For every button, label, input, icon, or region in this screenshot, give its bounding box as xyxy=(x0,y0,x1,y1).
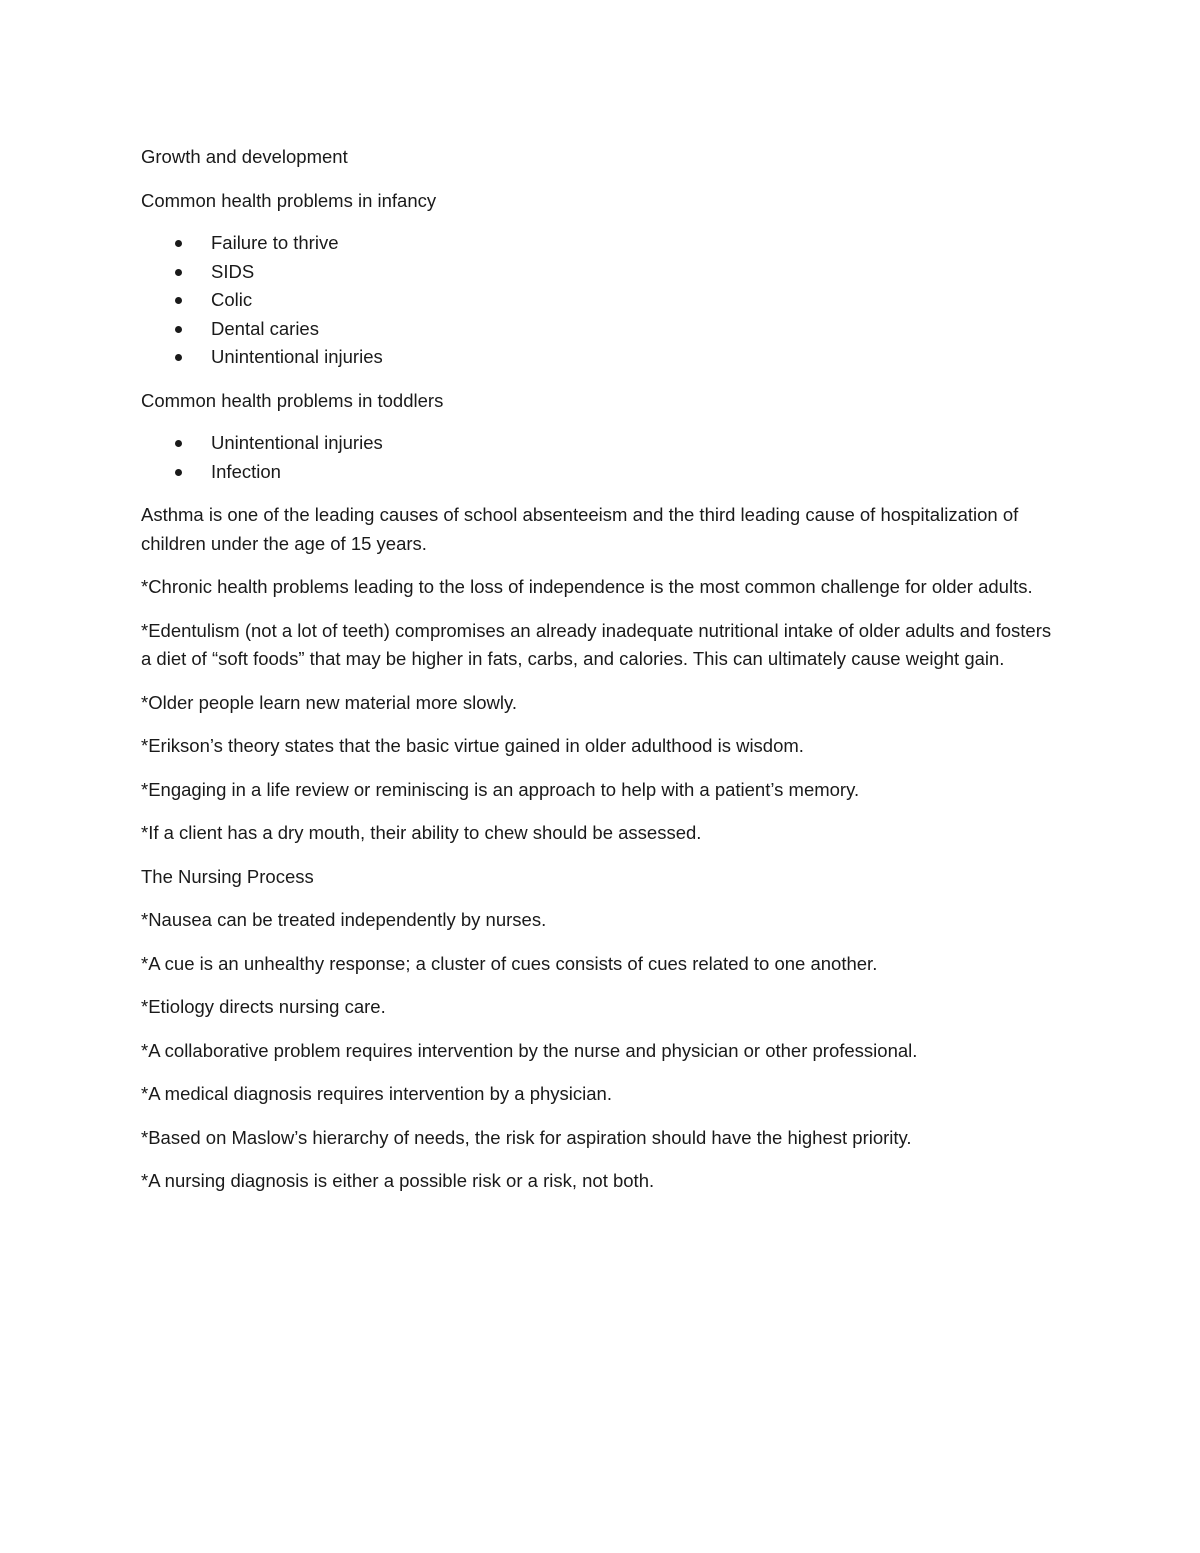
paragraph-medical-diagnosis: *A medical diagnosis requires intervention by a physician. xyxy=(141,1083,612,1104)
list-item xyxy=(141,286,1061,315)
list-item xyxy=(141,429,1061,458)
document-body xyxy=(141,143,1061,1211)
list-item xyxy=(141,229,1061,258)
list-item-text: Failure to thrive xyxy=(211,232,339,253)
paragraph-older-learning: *Older people learn new material more slowly. xyxy=(141,691,517,713)
list-item-text: Unintentional injuries xyxy=(211,346,383,367)
bullet-icon xyxy=(175,297,182,304)
document-title: Growth and development xyxy=(141,146,348,167)
paragraph-cue: *A cue is an unhealthy response; a cluster of cues consists of cues related to one another. xyxy=(141,952,878,974)
bullet-icon xyxy=(175,354,182,361)
list-item-text: Unintentional injuries xyxy=(211,432,383,453)
paragraph-nausea: *Nausea can be treated independently by nurses. xyxy=(141,909,547,930)
bullet-icon xyxy=(175,469,182,476)
paragraph-nursing-diagnosis: *A nursing diagnosis is either a possible risk or a risk, not both. xyxy=(141,1170,655,1191)
paragraph-chronic-health: *Chronic health problems leading to the loss of independence is the most common challenge for older adults. xyxy=(141,576,1033,597)
paragraph-collaborative: *A collaborative problem requires intervention by the nurse and physician or other professional. xyxy=(141,1039,918,1061)
paragraph-asthma: Asthma is one of the leading causes of school absenteeism and the third leading cause of hospitalization of children under the age of 15 years. xyxy=(141,504,1019,554)
paragraph-edentulism: *Edentulism (not a lot of teeth) compromises an already inadequate nutritional intake of older adults and fosters a diet of “soft foods” that may be higher in fats, carbs, and calories. This can ultimately cause weight gain. xyxy=(141,619,1052,669)
paragraph-life-review: *Engaging in a life review or reminiscing is an approach to help with a patient’s memory. xyxy=(141,778,860,800)
list-item xyxy=(141,258,1061,287)
bullet-icon xyxy=(175,269,182,276)
infancy-list xyxy=(141,229,1061,372)
paragraph-dry-mouth: *If a client has a dry mouth, their ability to chew should be assessed. xyxy=(141,822,702,843)
list-item xyxy=(141,343,1061,372)
bullet-icon xyxy=(175,440,182,447)
toddlers-list xyxy=(141,429,1061,486)
bullet-icon xyxy=(175,326,182,333)
list-item-text: Colic xyxy=(211,289,253,310)
list-item-text: SIDS xyxy=(211,260,255,282)
list-item xyxy=(141,315,1061,344)
paragraph-maslow: *Based on Maslow’s hierarchy of needs, the risk for aspiration should have the highest priority. xyxy=(141,1126,912,1148)
list-item-text: Infection xyxy=(211,460,281,482)
section-heading-nursing-process: The Nursing Process xyxy=(141,865,314,887)
list-item xyxy=(141,458,1061,487)
section-heading-toddlers: Common health problems in toddlers xyxy=(141,389,444,411)
paragraph-erikson: *Erikson’s theory states that the basic virtue gained in older adulthood is wisdom. xyxy=(141,735,804,756)
paragraph-etiology: *Etiology directs nursing care. xyxy=(141,996,386,1017)
section-heading-infancy: Common health problems in infancy xyxy=(141,189,437,211)
list-item-text: Dental caries xyxy=(211,317,319,339)
bullet-icon xyxy=(175,240,182,247)
